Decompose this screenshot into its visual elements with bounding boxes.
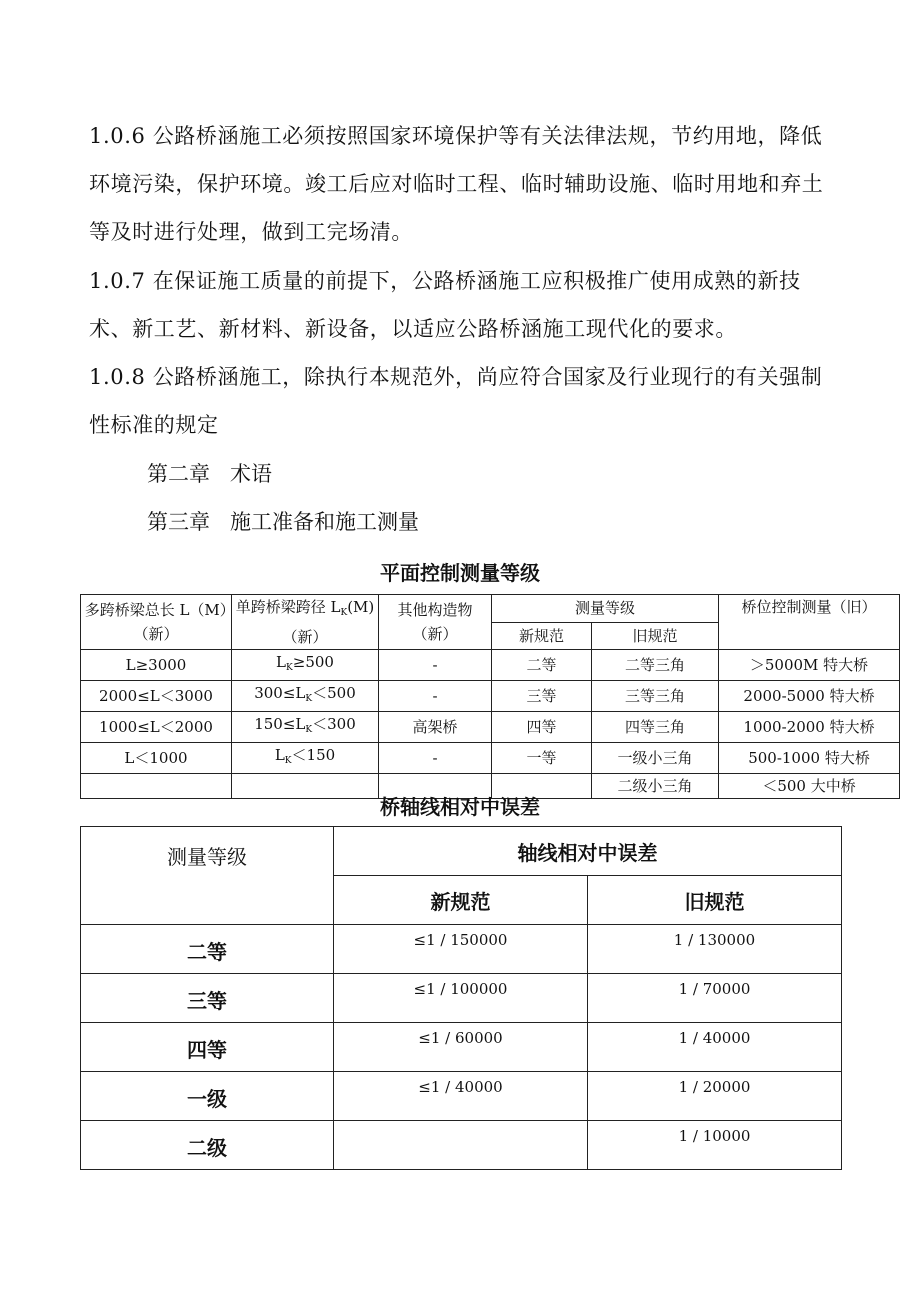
cell-other: - bbox=[379, 743, 492, 774]
header-other-structures: 其他构造物（新） bbox=[379, 595, 492, 650]
cell-new: ≤1 / 60000 bbox=[334, 1023, 588, 1072]
cell-span-pre: L bbox=[276, 653, 287, 671]
header-single-span-b: (M)（新） bbox=[282, 598, 375, 646]
cell-grade: 三等 bbox=[81, 974, 334, 1023]
cell-grade: 二级 bbox=[81, 1121, 334, 1170]
table-row bbox=[81, 681, 900, 712]
cell-other: - bbox=[379, 681, 492, 712]
cell-span-pre: 150≤L bbox=[254, 715, 306, 733]
cell-total: 1000≤L＜2000 bbox=[81, 712, 232, 743]
cell-new: 二等 bbox=[492, 650, 592, 681]
cell-bridge: 2000-5000 特大桥 bbox=[719, 681, 900, 712]
cell-new: 一等 bbox=[492, 743, 592, 774]
cell-grade: 四等 bbox=[81, 1023, 334, 1072]
cell-span-sub: K bbox=[305, 694, 313, 704]
table-row bbox=[81, 650, 900, 681]
cell-old: 四等三角 bbox=[592, 712, 719, 743]
cell-old: 1 / 20000 bbox=[588, 1072, 842, 1121]
cell-new: ≤1 / 100000 bbox=[334, 974, 588, 1023]
chapter-2-heading: 第二章 术语 bbox=[147, 462, 273, 486]
cell-span-sub: K bbox=[286, 663, 293, 673]
cell-span bbox=[232, 650, 379, 681]
cell-old: 1 / 70000 bbox=[588, 974, 842, 1023]
cell-span-pre: 300≤L bbox=[254, 684, 306, 702]
cell-old: 三等三角 bbox=[592, 681, 719, 712]
paragraph-1-0-8: 1.0.8 公路桥涵施工，除执行本规范外，尚应符合国家及行业现行的有关强制性标准的规定 bbox=[89, 365, 823, 437]
cell-new: ≤1 / 150000 bbox=[334, 925, 588, 974]
cell-other: - bbox=[379, 650, 492, 681]
cell-span-post: ＜150 bbox=[291, 746, 336, 764]
cell-span bbox=[232, 712, 379, 743]
header-bridge-control: 桥位控制测量（旧） bbox=[719, 595, 900, 650]
cell-span-post: ＜500 bbox=[312, 684, 356, 702]
header-survey-grade: 测量等级 bbox=[492, 595, 719, 623]
table-row bbox=[81, 712, 900, 743]
cell-grade: 一级 bbox=[81, 1072, 334, 1121]
cell-new: 四等 bbox=[492, 712, 592, 743]
header-new-spec: 新规范 bbox=[334, 876, 588, 925]
header-old-spec: 旧规范 bbox=[588, 876, 842, 925]
cell-old: 二等三角 bbox=[592, 650, 719, 681]
cell-span bbox=[232, 743, 379, 774]
cell-new: 三等 bbox=[492, 681, 592, 712]
table-row bbox=[81, 1121, 842, 1170]
cell-span-post: ≥500 bbox=[292, 653, 334, 671]
table-row bbox=[81, 1023, 842, 1072]
cell-bridge: 1000-2000 特大桥 bbox=[719, 712, 900, 743]
cell-span-pre: L bbox=[274, 746, 285, 764]
control-survey-grade-table bbox=[80, 594, 900, 799]
cell-bridge: ＜500 大中桥 bbox=[719, 774, 900, 799]
header-old-spec: 旧规范 bbox=[592, 622, 719, 650]
table-row bbox=[81, 974, 842, 1023]
cell-other: 高架桥 bbox=[379, 712, 492, 743]
header-new-spec: 新规范 bbox=[492, 622, 592, 650]
cell-grade: 二等 bbox=[81, 925, 334, 974]
header-single-span-a: 单跨桥梁跨径 L bbox=[235, 598, 341, 616]
table-row bbox=[81, 925, 842, 974]
table-row bbox=[81, 1072, 842, 1121]
header-total-length: 多跨桥梁总长 L（M）（新） bbox=[81, 595, 232, 650]
cell-bridge: ＞5000M 特大桥 bbox=[719, 650, 900, 681]
cell-span-sub: K bbox=[284, 756, 292, 766]
cell-new bbox=[334, 1121, 588, 1170]
cell-total: L≥3000 bbox=[81, 650, 232, 681]
cell-span-post: ＜300 bbox=[312, 715, 356, 733]
cell-span bbox=[232, 681, 379, 712]
header-single-span bbox=[232, 595, 379, 650]
table2-caption: 桥轴线相对中误差 bbox=[380, 795, 540, 819]
cell-total: L＜1000 bbox=[81, 743, 232, 774]
cell-old: 1 / 10000 bbox=[588, 1121, 842, 1170]
table1-caption: 平面控制测量等级 bbox=[380, 561, 540, 585]
paragraph-1-0-7: 1.0.7 在保证施工质量的前提下，公路桥涵施工应积极推广使用成熟的新技术、新工艺、新材料、新设备，以适应公路桥涵施工现代化的要求。 bbox=[89, 269, 801, 341]
header-axis-error: 轴线相对中误差 bbox=[334, 827, 842, 876]
cell-old: 1 / 130000 bbox=[588, 925, 842, 974]
bridge-axis-error-table bbox=[80, 826, 842, 1170]
paragraph-1-0-6: 1.0.6 公路桥涵施工必须按照国家环境保护等有关法律法规，节约用地，降低环境污染，保护环境。竣工后应对临时工程、临时辅助设施、临时用地和弃土等及时进行处理，做到工完场清。 bbox=[89, 124, 824, 244]
cell-old: 1 / 40000 bbox=[588, 1023, 842, 1072]
chapter-3-heading: 第三章 施工准备和施工测量 bbox=[147, 510, 420, 534]
cell-new: ≤1 / 40000 bbox=[334, 1072, 588, 1121]
header-grade: 测量等级 bbox=[81, 827, 334, 925]
cell-span-sub: K bbox=[305, 725, 313, 735]
header-single-span-sub: K bbox=[340, 608, 348, 618]
cell-old: 一级小三角 bbox=[592, 743, 719, 774]
cell-total: 2000≤L＜3000 bbox=[81, 681, 232, 712]
table-row bbox=[81, 743, 900, 774]
cell-old: 二级小三角 bbox=[592, 774, 719, 799]
cell-bridge: 500-1000 特大桥 bbox=[719, 743, 900, 774]
